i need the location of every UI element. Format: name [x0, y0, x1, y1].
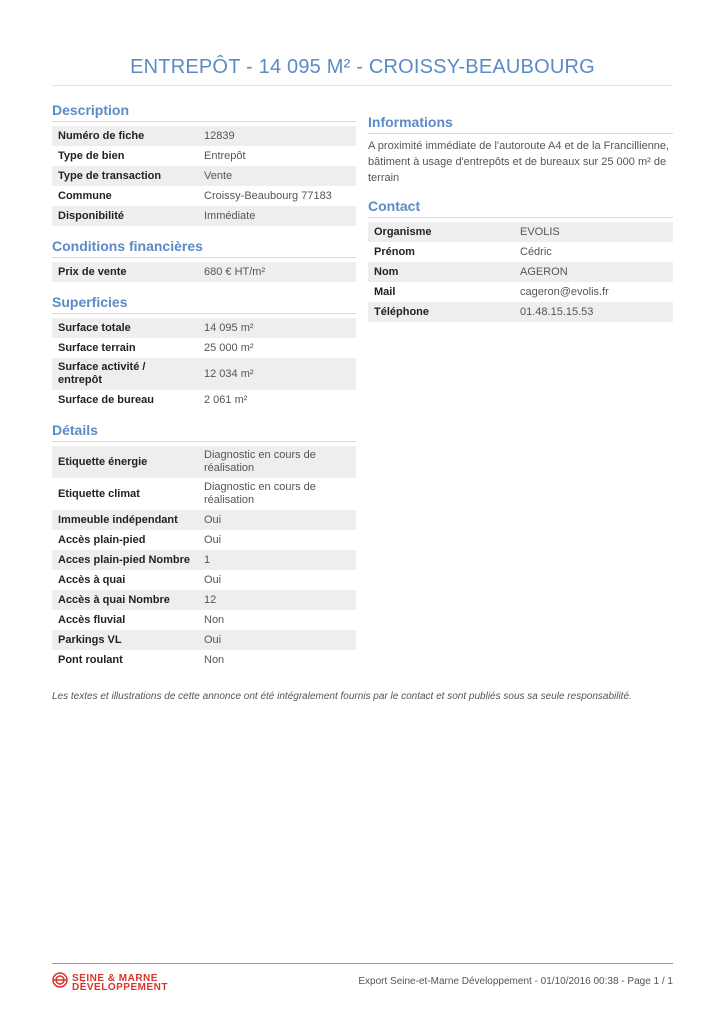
field-label: Type de bien	[58, 149, 125, 162]
field-value: Cédric	[520, 245, 552, 258]
right-column	[368, 114, 673, 322]
left-column	[52, 102, 356, 670]
field-value: 14 095 m²	[198, 318, 356, 338]
table-row	[52, 478, 356, 510]
field-value: 12839	[198, 126, 356, 146]
table-row	[52, 318, 356, 338]
informations-text: A proximité immédiate de l'autoroute A4 et de la Francillienne, bâtiment à usage d'entrepôts et de bureaux sur 25 000 m² de terrain	[368, 140, 670, 184]
conditions-heading: Conditions financières	[52, 238, 356, 258]
details-table	[52, 446, 356, 670]
field-value: cageron@evolis.fr	[520, 285, 609, 298]
description-table	[52, 126, 356, 226]
table-row	[52, 126, 356, 146]
logo-line-2: DÉVELOPPEMENT	[72, 981, 168, 993]
field-label: Immeuble indépendant	[52, 510, 198, 530]
field-value: 01.48.15.15.53	[514, 302, 673, 322]
field-value: 680 € HT/m²	[198, 262, 356, 282]
field-value: Diagnostic en cours de réalisation	[204, 481, 316, 506]
table-row	[52, 550, 356, 570]
table-row	[52, 446, 356, 478]
field-value: 25 000 m²	[204, 341, 254, 354]
field-label: Commune	[58, 189, 112, 202]
field-value: Non	[204, 613, 225, 626]
table-row	[368, 282, 673, 302]
table-row	[52, 358, 356, 390]
field-label: Téléphone	[368, 302, 514, 322]
footer-export-info: Export Seine-et-Marne Développement - 01/10/2016 00:38 - Page 1 / 1	[358, 976, 673, 987]
field-value: 2 061 m²	[204, 393, 248, 406]
field-value: Vente	[198, 166, 356, 186]
table-row	[52, 390, 356, 410]
field-label: Numéro de fiche	[52, 126, 198, 146]
table-row	[52, 650, 356, 670]
contact-heading: Contact	[368, 198, 673, 218]
field-label: Prénom	[374, 245, 415, 258]
footer	[52, 963, 673, 1004]
field-value: Immédiate	[198, 206, 356, 226]
field-value: Oui	[204, 573, 222, 586]
field-label: Accès fluvial	[58, 613, 126, 626]
table-row	[52, 630, 356, 650]
contact-table	[368, 222, 673, 322]
table-row	[52, 590, 356, 610]
table-row	[52, 338, 356, 358]
table-row	[52, 570, 356, 590]
conditions-table	[52, 262, 356, 282]
table-row	[368, 262, 673, 282]
field-label: Nom	[368, 262, 514, 282]
table-row	[368, 302, 673, 322]
table-row	[52, 530, 356, 550]
field-label: Type de transaction	[52, 166, 198, 186]
disclaimer: Les textes et illustrations de cette annonce ont été intégralement fournis par le contact et sont publiés sous sa seule responsabilité.	[52, 691, 632, 702]
superficies-heading: Superficies	[52, 294, 356, 314]
field-label: Surface activité / entrepôt	[52, 358, 198, 390]
field-value: Oui	[204, 533, 222, 546]
field-value: 12	[198, 590, 356, 610]
field-value: Diagnostic en cours de réalisation	[198, 446, 356, 478]
field-label: Surface de bureau	[58, 393, 154, 406]
field-label: Prix de vente	[52, 262, 198, 282]
field-label: Mail	[374, 285, 396, 298]
field-label: Acces plain-pied Nombre	[52, 550, 198, 570]
field-value: EVOLIS	[514, 222, 673, 242]
field-label: Disponibilité	[52, 206, 198, 226]
table-row	[52, 610, 356, 630]
field-label: Organisme	[368, 222, 514, 242]
description-heading: Description	[52, 102, 356, 122]
table-row	[52, 146, 356, 166]
field-label: Accès à quai Nombre	[52, 590, 198, 610]
table-row	[368, 242, 673, 262]
field-label: Surface totale	[52, 318, 198, 338]
field-label: Accès à quai	[58, 573, 126, 586]
field-label: Etiquette énergie	[52, 446, 198, 478]
table-row	[52, 166, 356, 186]
field-value: AGERON	[514, 262, 673, 282]
field-value: Oui	[198, 510, 356, 530]
informations-heading: Informations	[368, 114, 673, 134]
field-label: Surface terrain	[58, 341, 136, 354]
table-row	[368, 222, 673, 242]
table-row	[52, 262, 356, 282]
field-label: Pont roulant	[58, 653, 123, 666]
table-row	[52, 510, 356, 530]
field-value: 12 034 m²	[198, 358, 356, 390]
details-heading: Détails	[52, 422, 356, 442]
table-row	[52, 186, 356, 206]
table-row	[52, 206, 356, 226]
logo-line-1: SEINE & MARNE	[72, 972, 158, 984]
field-label: Etiquette climat	[58, 487, 140, 500]
field-value: 1	[198, 550, 356, 570]
field-label: Parkings VL	[52, 630, 198, 650]
field-value: Non	[204, 653, 225, 666]
field-label: Accès plain-pied	[58, 533, 146, 546]
page-title: ENTREPÔT - 14 095 M² - CROISSY-BEAUBOURG	[52, 56, 673, 86]
logo	[52, 972, 168, 993]
field-value: Croissy-Beaubourg 77183	[204, 189, 332, 202]
field-value: Oui	[198, 630, 356, 650]
field-value: Entrepôt	[204, 149, 246, 162]
superficies-table	[52, 318, 356, 410]
logo-mark-icon	[52, 972, 68, 993]
